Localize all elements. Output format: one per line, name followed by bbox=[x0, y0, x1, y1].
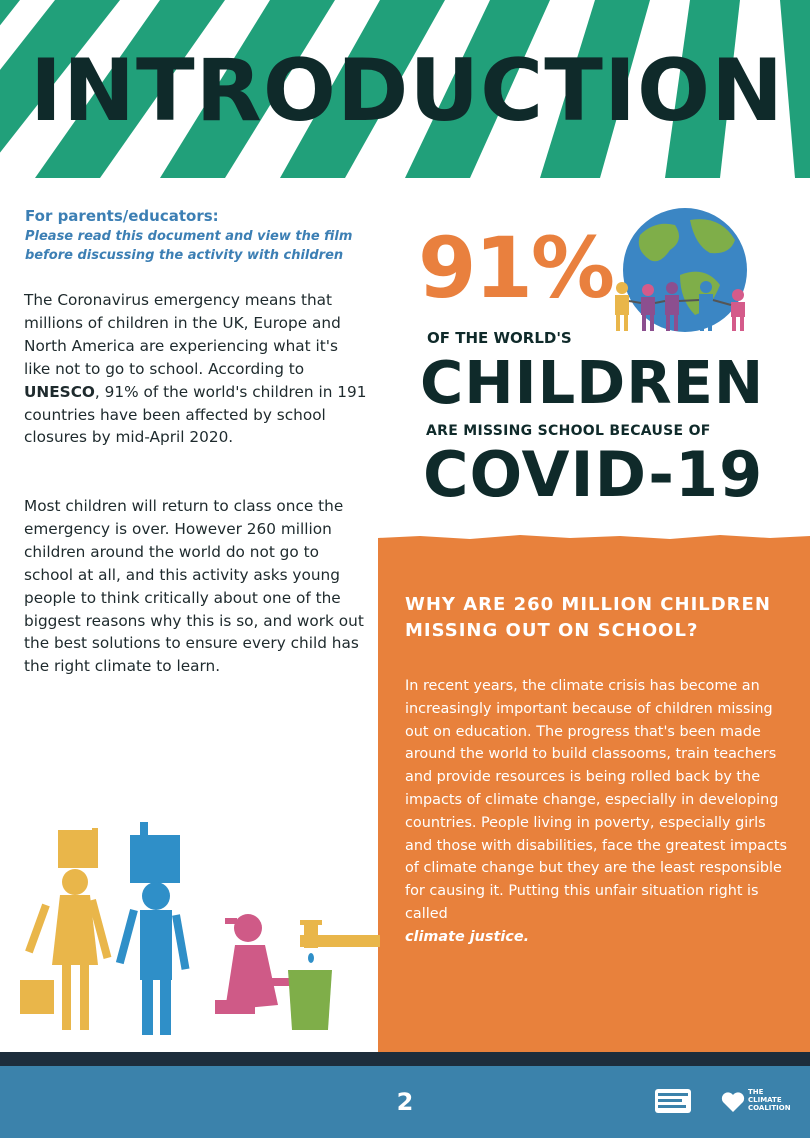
intro-note: Please read this document and view the film before discussing the activity with children bbox=[25, 229, 353, 263]
intro-label: For parents/educators: bbox=[25, 207, 219, 225]
tcc-line-3: COALITION bbox=[748, 1104, 791, 1112]
stat-line-1: OF THE WORLD'S bbox=[427, 329, 572, 347]
children-water-illustration bbox=[0, 800, 380, 1052]
stat-percent: 91% bbox=[418, 219, 614, 317]
girl-carrying-water-icon bbox=[20, 828, 111, 1030]
stat-cause: COVID-19 bbox=[423, 438, 764, 511]
footer-band bbox=[0, 1052, 810, 1066]
child-at-tap-icon bbox=[215, 914, 295, 1014]
stat-line-2: ARE MISSING SCHOOL BECAUSE OF bbox=[426, 423, 711, 439]
para1-text-a: The Coronavirus emergency means that millions of children in the UK, Europe and North America are experiencing what it's like not to go to school. According to bbox=[24, 291, 341, 378]
boy-carrying-box-icon bbox=[116, 822, 190, 1035]
climate-justice-text: climate justice. bbox=[405, 928, 530, 945]
send-my-friend-logo bbox=[655, 1089, 695, 1115]
heart-icon bbox=[720, 1090, 746, 1114]
panel-heading: WHY ARE 260 MILLION CHILDREN MISSING OUT ON SCHOOL? bbox=[405, 594, 771, 641]
footer bbox=[0, 1066, 810, 1138]
tcc-line-1: THE bbox=[748, 1088, 764, 1096]
body-paragraph-2: Most children will return to class once the emergency is over. However 260 million children around the world do not go to school at all, and this activity asks young people to think critically about one of the biggest reasons why this is so, and work out the best solutions to ensure every child has the right climate to learn. bbox=[24, 497, 364, 676]
para1-text-b: , 91% of the world's children in 191 countries have been affected by school closures by mid-April 2020. bbox=[24, 382, 367, 447]
page-number: 2 bbox=[396, 1088, 414, 1116]
page-title: INTRODUCTION bbox=[30, 41, 785, 141]
unesco-text: UNESCO bbox=[24, 382, 95, 401]
water-tap-icon bbox=[288, 920, 380, 1030]
panel-body-text: In recent years, the climate crisis has become an increasingly important because of children missing out on education. The progress that's been made around the world to build classooms, train teachers and provide resources is being rolled back by the impacts of climate change, especially in developing countries. People living in poverty, especially girls and those with disabilities, face the greatest impacts of climate change but they are the least responsible for causing it. Putting this unfair situation right is called bbox=[405, 678, 788, 922]
tcc-line-2: CLIMATE bbox=[748, 1096, 782, 1104]
stat-children: CHILDREN bbox=[420, 348, 765, 417]
panel-body bbox=[405, 675, 790, 949]
